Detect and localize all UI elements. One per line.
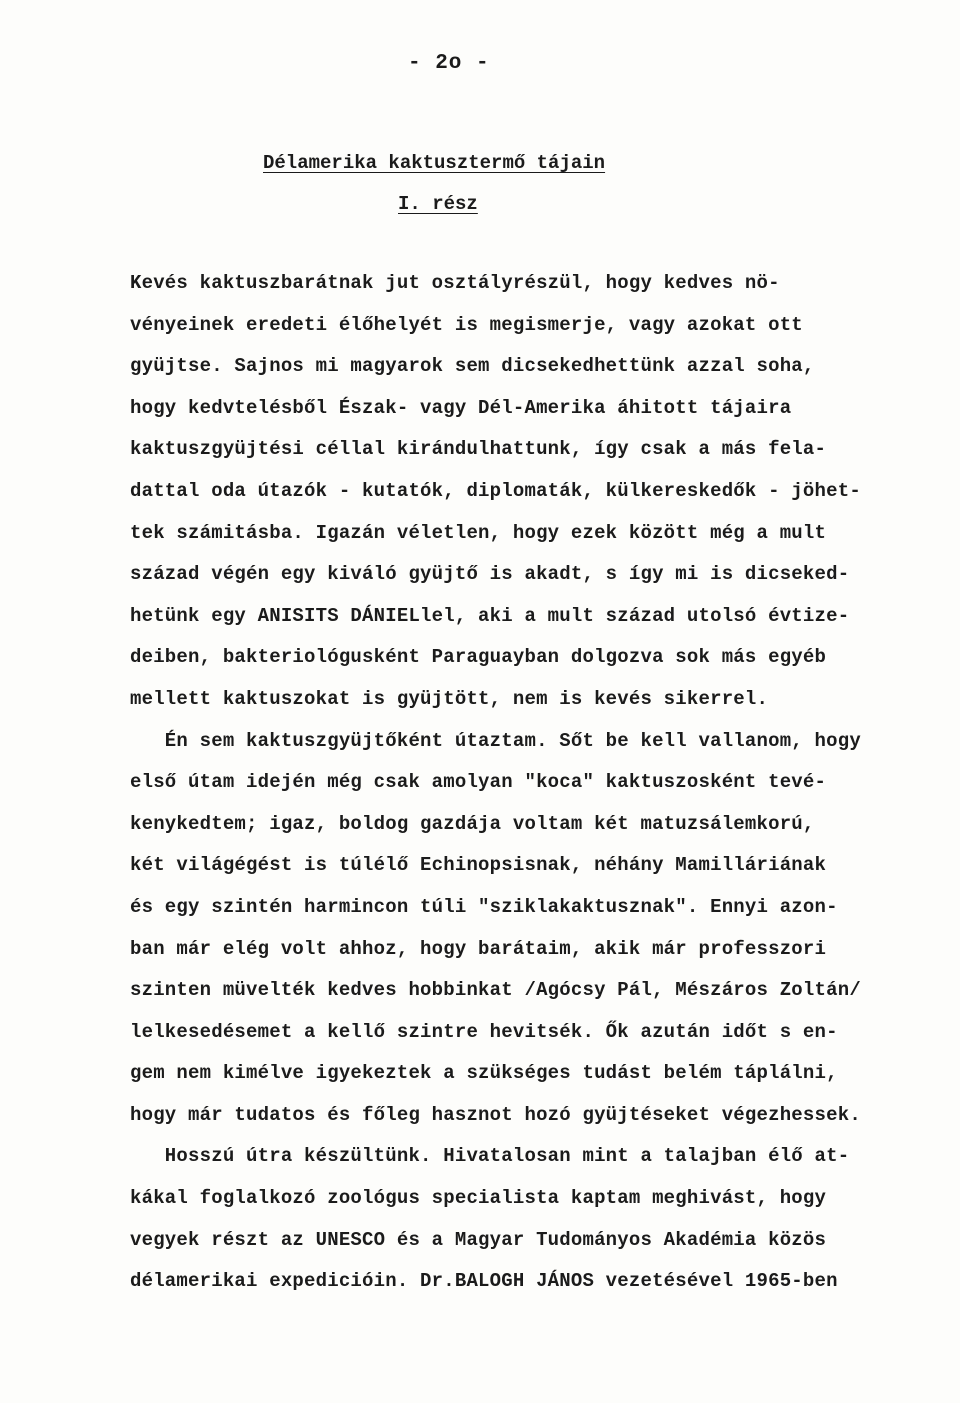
text-line: kaktuszgyüjtési céllal kirándulhattunk, így csak a más fela-: [130, 438, 827, 461]
text-line: gem nem kimélve igyekeztek a szükséges tudást belém táplálni,: [130, 1062, 838, 1085]
text-line: első útam idején még csak amolyan "koca" kaktuszosként tevé-: [130, 771, 827, 794]
text-line: szinten müvelték kedves hobbinkat /Agócsy Pál, Mészáros Zoltán/: [130, 979, 861, 1002]
text-line: vegyek részt az UNESCO és a Magyar Tudományos Akadémia közös: [130, 1228, 827, 1251]
text-line: hetünk egy ANISITS DÁNIELlel, aki a mult század utolsó évtize-: [130, 604, 850, 627]
text-line: és egy szintén harmincon túli "sziklakaktusznak". Ennyi azon-: [130, 895, 838, 918]
page-number: - 2o -: [408, 52, 490, 75]
document-title: Délamerika kaktusztermő tájain: [263, 152, 606, 174]
text-line: két világégést is túlélő Echinopsisnak, néhány Mamilláriának: [130, 854, 827, 877]
document-subtitle: I. rész: [398, 193, 478, 215]
text-line: tek számitásba. Igazán véletlen, hogy ezek között még a mult: [130, 521, 827, 544]
text-line: Kevés kaktuszbarátnak jut osztályrészül, hogy kedves nö-: [130, 272, 780, 294]
text-line: gyüjtse. Sajnos mi magyarok sem dicsekedhettünk azzal soha,: [130, 355, 815, 378]
text-line: mellett kaktuszokat is gyüjtött, nem is kevés sikerrel.: [130, 687, 769, 710]
text-line: század végén egy kiváló gyüjtő is akadt, s így mi is dicseked-: [130, 563, 850, 586]
text-line: ban már elég volt ahhoz, hogy barátaim, akik már professzori: [130, 937, 827, 960]
text-line: hogy kedvtelésből Észak- vagy Dél-Amerika áhitott tájaira: [130, 396, 792, 419]
text-line: lelkesedésemet a kellő szintre hevitsék. Ők azután időt s en-: [130, 1020, 838, 1043]
text-line: deiben, bakteriológusként Paraguayban dolgozva sok más egyéb: [130, 646, 827, 669]
text-line: hogy már tudatos és főleg hasznot hozó gyüjtéseket végezhessek.: [130, 1103, 861, 1126]
text-line: Én sem kaktuszgyüjtőként útaztam. Sőt be kell vallanom, hogy: [130, 729, 861, 752]
text-line: délamerikai expedicióin. Dr.BALOGH JÁNOS vezetésével 1965-ben: [130, 1270, 838, 1293]
text-line: kenykedtem; igaz, boldog gazdája voltam két matuzsálemkorú,: [130, 812, 815, 835]
text-line: Hosszú útra készültünk. Hivatalosan mint a talajban élő at-: [130, 1145, 850, 1168]
text-line: dattal oda útazók - kutatók, diplomaták, külkereskedők - jöhet-: [130, 479, 861, 502]
text-line: kákal foglalkozó zoológus specialista kaptam meghivást, hogy: [130, 1187, 827, 1210]
text-line: vényeinek eredeti élőhelyét is megismerje, vagy azokat ott: [130, 313, 803, 336]
body-text: [130, 263, 930, 1303]
